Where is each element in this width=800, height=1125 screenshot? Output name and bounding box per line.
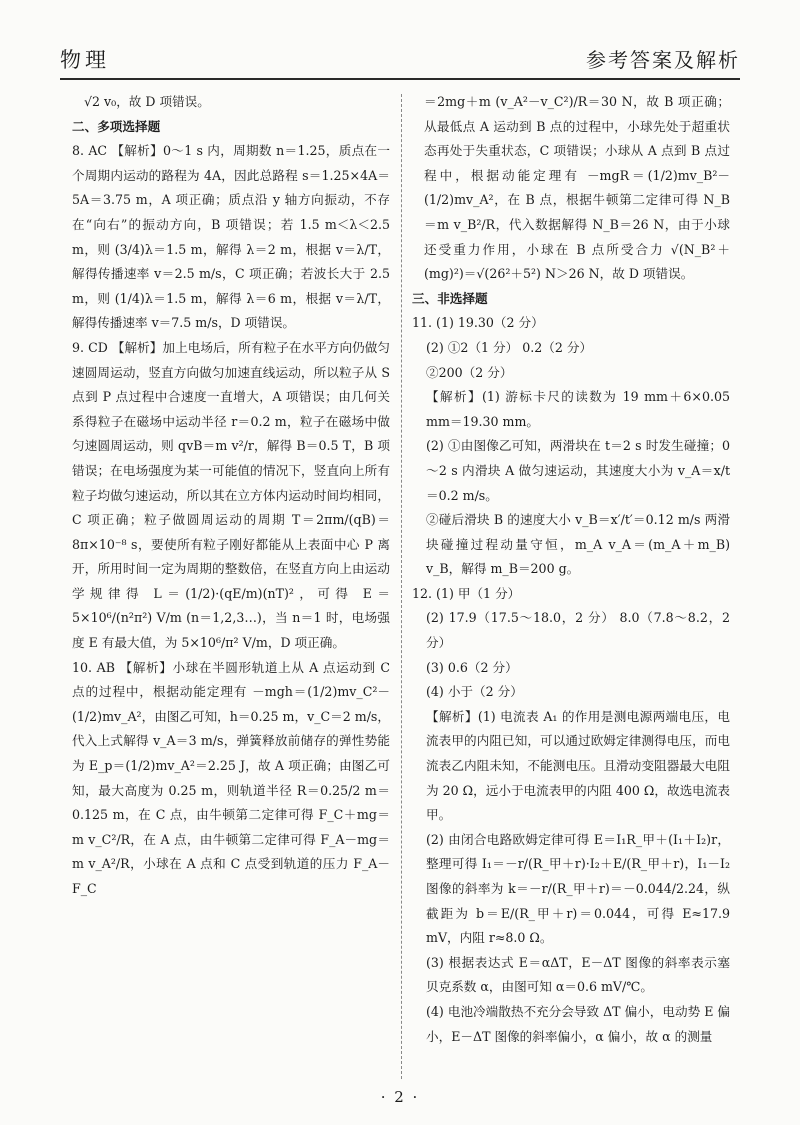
continued-answer: √2 v₀，故 D 项错误。 (84, 94, 210, 109)
section-heading-multiple-choice: 二、多项选择题 (72, 118, 161, 134)
answer-q11-part2b: ②200（2 分） (426, 364, 513, 380)
section-heading-non-choice: 三、非选择题 (412, 290, 488, 306)
explanation-q11-3: ②碰后滑块 B 的速度大小 v_B＝x′/t′＝0.12 m/s 两滑块碰撞过程动量守恒，m_A v_A＝(m_A＋m_B) v_B，解得 m_B＝200 g。 (426, 512, 730, 577)
answer-q8: 8. AC 【解析】0～1 s 内，周期数 n＝1.25，质点在一个周期内运动的路程为 4A，因此总路程 s＝1.25×4A＝5A＝3.75 m，A 项正确；质点沿 y 轴方向振动，不存在“向右”的振动方向，B 项错误；若 1.5 m＜λ＜2.5 m，则 (3/4)λ＝1.5 m，解得 λ＝2 m，根据 v＝λ/T，解得传播速率 v＝2.5 m/s，C 项正确；若波长大于 2.5 m，则 (1/4)λ＝1.5 m，解得 λ＝6 m，根据 v＝λ/T，解得传播速率 v＝7.5 m/s，D 项错误。 (72, 143, 390, 331)
answer-q12-part1: 12. (1) 甲（1 分） (412, 585, 521, 601)
answer-q12-part2: (2) 17.9（17.5～18.0，2 分） 8.0（7.8～8.2，2 分） (426, 610, 730, 651)
explanation-q11-1: 【解析】(1) 游标卡尺的读数为 19 mm＋6×0.05 mm＝19.30 mm。 (426, 389, 730, 429)
column-divider (401, 94, 402, 1079)
page-number: · 2 · (380, 1088, 420, 1106)
explanation-q12-4: (4) 电池冷端散热不充分会导致 ΔT 偏小，电动势 E 偏小，E－ΔT 图像的斜率偏小，α 偏小，故 α 的测量 (426, 1003, 730, 1044)
subject-label: 物理 (60, 48, 110, 72)
right-column (412, 90, 730, 1049)
explanation-q12-1: 【解析】(1) 电流表 A₁ 的作用是测电源两端电压，电流表甲的内阻已知，可以通过欧姆定律测得电压，而电流表乙内阻未知，不能测电压。且滑动变阻器最大电阻为 20 Ω，远小于电流表甲的内阻 400 Ω，故选电流表甲。 (426, 708, 730, 823)
left-column (72, 90, 390, 902)
answer-q10: 10. AB 【解析】小球在半圆形轨道上从 A 点运动到 C 点的过程中，根据动能定理有 －mgh＝(1/2)mv_C²－(1/2)mv_A²，由图乙可知，h＝0.25 m，v_C＝2 m/s，代入上式解得 v_A＝3 m/s，弹簧释放前储存的弹性势能为 E_p＝(1/2)mv_A²＝2.25 J，故 A 项正确；由图乙可知，最大高度为 0.25 m，则轨道半径 R＝0.25/2 m＝0.125 m，在 C 点，由牛顿第二定律可得 F_C＋mg＝m v_C²/R，在 A 点，由牛顿第二定律可得 F_A－mg＝m v_A²/R，小球在 A 点和 C 点受到轨道的压力 F_A－F_C (72, 659, 390, 896)
page-header (60, 28, 740, 80)
explanation-q12-2: (2) 由闭合电路欧姆定律可得 E＝I₁R_甲＋(I₁＋I₂)r，整理可得 I₁＝－r/(R_甲＋r)·I₂＋E/(R_甲＋r)，I₁－I₂ 图像的斜率为 k＝－r/(R_甲＋r)＝－0.044/2.24，纵截距为 b＝E/(R_甲＋r)＝0.044，可得 E≈17.9 mV，内阻 r≈8.0 Ω。 (426, 831, 730, 946)
answer-q11-part2: (2) ①2（1 分） 0.2（2 分） (426, 339, 593, 355)
answer-q12-part4: (4) 小于（2 分） (426, 684, 523, 700)
answer-q12-part3: (3) 0.6（2 分） (426, 659, 518, 675)
answer-q9: 9. CD 【解析】加上电场后，所有粒子在水平方向仍做匀速圆周运动，竖直方向做匀加速直线运动，所以粒子从 S 点到 P 点过程中合速度一直增大，A 项错误；由几何关系得粒子在磁场中运动半径 r＝0.2 m，粒子在磁场中做匀速圆周运动，则 qvB＝m v²/r，解得 B＝0.5 T，B 项错误；在电场强度为某一可能值的情况下，竖直向上所有粒子均做匀速运动，所以其在立方体内运动时间均相同，C 项正确；粒子做圆周运动的周期 T＝2πm/(qB)＝8π×10⁻⁸ s，要使所有粒子刚好都能从上表面中心 P 离开，所用时间一定为周期的整数倍，在竖直方向上由运动学规律得 L＝(1/2)·(qE/m)(nT)²，可得 E＝5×10⁶/(n²π²) V/m (n＝1,2,3…)，当 n＝1 时，电场强度 E 有最大值，为 5×10⁶/π² V/m，D 项正确。 (72, 339, 390, 651)
answer-q10-continued: ＝2mg＋m (v_A²－v_C²)/R＝30 N，故 B 项正确；从最低点 A 运动到 B 点的过程中，小球先处于超重状态再处于失重状态，C 项错误；小球从 A 点到 B 点过程中，根据动能定理有 －mgR＝(1/2)mv_B²－(1/2)mv_A²，在 B 点，根据牛顿第二定律可得 N_B＝m v_B²/R，代入数据解得 N_B＝26 N，由于小球还受重力作用，小球在 B 点所受合力 √(N_B²＋(mg)²)＝√(26²＋5²) N＞26 N，故 D 项错误。 (424, 94, 730, 282)
document-title: 参考答案及解析 (586, 48, 740, 72)
answer-q11-part1: 11. (1) 19.30（2 分） (412, 315, 544, 331)
explanation-q12-3: (3) 根据表达式 E＝αΔT，E－ΔT 图像的斜率表示塞贝克系数 α，由图可知 α＝0.6 mV/℃。 (426, 954, 730, 995)
explanation-q11-2: (2) ①由图像乙可知，两滑块在 t＝2 s 时发生碰撞；0～2 s 内滑块 A 做匀速运动，其速度大小为 v_A＝x/t＝0.2 m/s。 (426, 438, 730, 503)
